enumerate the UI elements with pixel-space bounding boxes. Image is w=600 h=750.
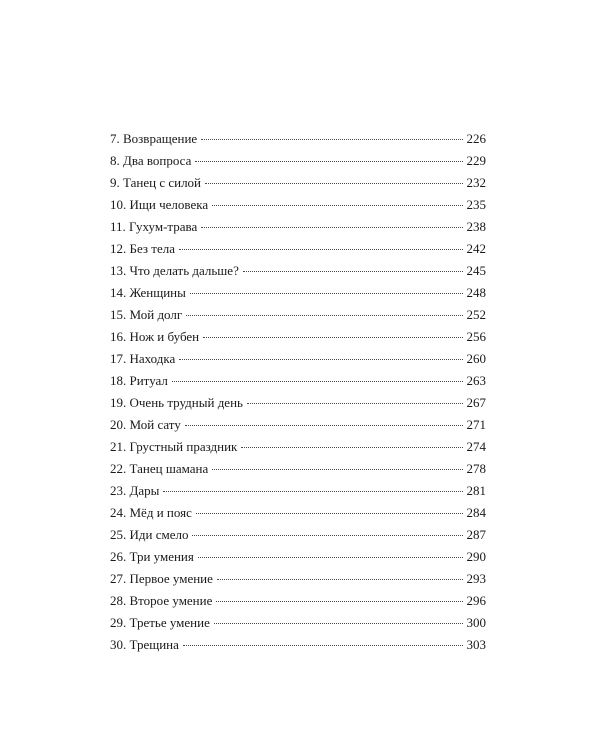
- toc-entry: [110, 392, 486, 414]
- toc-entry-title: 9. Танец с силой: [110, 175, 202, 190]
- toc-entry-title: 19. Очень трудный день: [110, 395, 243, 410]
- toc-entry: [110, 612, 486, 634]
- toc-entry-title: 23. Дары: [110, 483, 160, 498]
- toc-entry-title: 21. Грустный праздник: [110, 439, 238, 454]
- dot-leader: [214, 622, 463, 624]
- toc-entry-page: 271: [466, 417, 486, 432]
- toc-entry: [110, 590, 486, 612]
- dot-leader: [212, 204, 462, 206]
- toc-entry-title: 13. Что делать дальше?: [110, 263, 239, 278]
- toc-entry: [110, 480, 486, 502]
- toc-entry: [110, 436, 486, 458]
- toc-entry-page: 248: [466, 285, 486, 300]
- toc-entry-page: 238: [466, 219, 486, 234]
- toc-entry: [110, 194, 486, 216]
- toc-entry-title: 24. Мёд и пояс: [110, 505, 192, 520]
- toc-entry-title: 14. Женщины: [110, 285, 186, 300]
- dot-leader: [243, 270, 463, 272]
- dot-leader: [172, 380, 463, 382]
- toc-entry-title: 27. Первое умение: [110, 571, 213, 586]
- toc-entry: [110, 326, 486, 348]
- toc-entry: [110, 282, 486, 304]
- toc-entry-page: 300: [466, 615, 486, 630]
- dot-leader: [203, 336, 462, 338]
- toc-entry-page: 235: [466, 197, 486, 212]
- table-of-contents: [110, 128, 486, 656]
- toc-entry-page: 284: [466, 505, 486, 520]
- toc-entry-page: 252: [466, 307, 486, 322]
- toc-entry: [110, 348, 486, 370]
- dot-leader: [192, 534, 462, 536]
- toc-entry-page: 245: [466, 263, 486, 278]
- toc-entry-title: 11. Гухум-трава: [110, 219, 198, 234]
- toc-entry: [110, 238, 486, 260]
- toc-entry: [110, 128, 486, 150]
- toc-entry-page: 281: [466, 483, 486, 498]
- toc-entry-page: 263: [466, 373, 486, 388]
- dot-leader: [195, 160, 462, 162]
- toc-entry-title: 16. Нож и бубен: [110, 329, 200, 344]
- toc-entry-title: 15. Мой долг: [110, 307, 183, 322]
- dot-leader: [212, 468, 462, 470]
- dot-leader: [179, 358, 462, 360]
- toc-entry-page: 267: [466, 395, 486, 410]
- toc-entry-page: 296: [466, 593, 486, 608]
- toc-entry-title: 22. Танец шамана: [110, 461, 209, 476]
- dot-leader: [179, 248, 463, 250]
- dot-leader: [241, 446, 462, 448]
- dot-leader: [201, 138, 462, 140]
- toc-entry: [110, 172, 486, 194]
- toc-entry: [110, 414, 486, 436]
- dot-leader: [190, 292, 463, 294]
- toc-entry-page: 303: [466, 637, 486, 652]
- dot-leader: [217, 578, 463, 580]
- dot-leader: [198, 556, 463, 558]
- toc-entry: [110, 370, 486, 392]
- toc-entry-page: 260: [466, 351, 486, 366]
- toc-entry-title: 25. Иди смело: [110, 527, 189, 542]
- toc-entry-title: 12. Без тела: [110, 241, 175, 256]
- toc-entry-title: 7. Возвращение: [110, 131, 198, 146]
- dot-leader: [163, 490, 462, 492]
- toc-entry: [110, 150, 486, 172]
- dot-leader: [247, 402, 463, 404]
- toc-entry-page: 229: [466, 153, 486, 168]
- toc-entry: [110, 458, 486, 480]
- toc-entry-page: 226: [466, 131, 486, 146]
- toc-entry: [110, 524, 486, 546]
- toc-entry-title: 18. Ритуал: [110, 373, 168, 388]
- toc-entry-page: 256: [466, 329, 486, 344]
- toc-entry: [110, 260, 486, 282]
- toc-entry-page: 232: [466, 175, 486, 190]
- toc-entry-title: 10. Ищи человека: [110, 197, 209, 212]
- toc-entry-title: 17. Находка: [110, 351, 176, 366]
- toc-entry: [110, 304, 486, 326]
- toc-entry: [110, 216, 486, 238]
- dot-leader: [185, 424, 463, 426]
- toc-entry-page: 287: [466, 527, 486, 542]
- toc-entry-page: 274: [466, 439, 486, 454]
- toc-entry-title: 28. Второе умение: [110, 593, 213, 608]
- toc-entry-title: 8. Два вопроса: [110, 153, 192, 168]
- dot-leader: [216, 600, 462, 602]
- toc-entry: [110, 634, 486, 656]
- toc-entry: [110, 568, 486, 590]
- dot-leader: [186, 314, 462, 316]
- toc-entry: [110, 546, 486, 568]
- dot-leader: [201, 226, 462, 228]
- toc-entry-page: 293: [466, 571, 486, 586]
- toc-entry-title: 20. Мой сату: [110, 417, 181, 432]
- toc-entry-page: 278: [466, 461, 486, 476]
- toc-entry-title: 26. Три умения: [110, 549, 194, 564]
- dot-leader: [183, 644, 463, 646]
- dot-leader: [205, 182, 462, 184]
- toc-entry-page: 290: [466, 549, 486, 564]
- toc-entry-title: 30. Трещина: [110, 637, 179, 652]
- toc-entry-page: 242: [466, 241, 486, 256]
- toc-entry-title: 29. Третье умение: [110, 615, 210, 630]
- toc-entry: [110, 502, 486, 524]
- dot-leader: [196, 512, 463, 514]
